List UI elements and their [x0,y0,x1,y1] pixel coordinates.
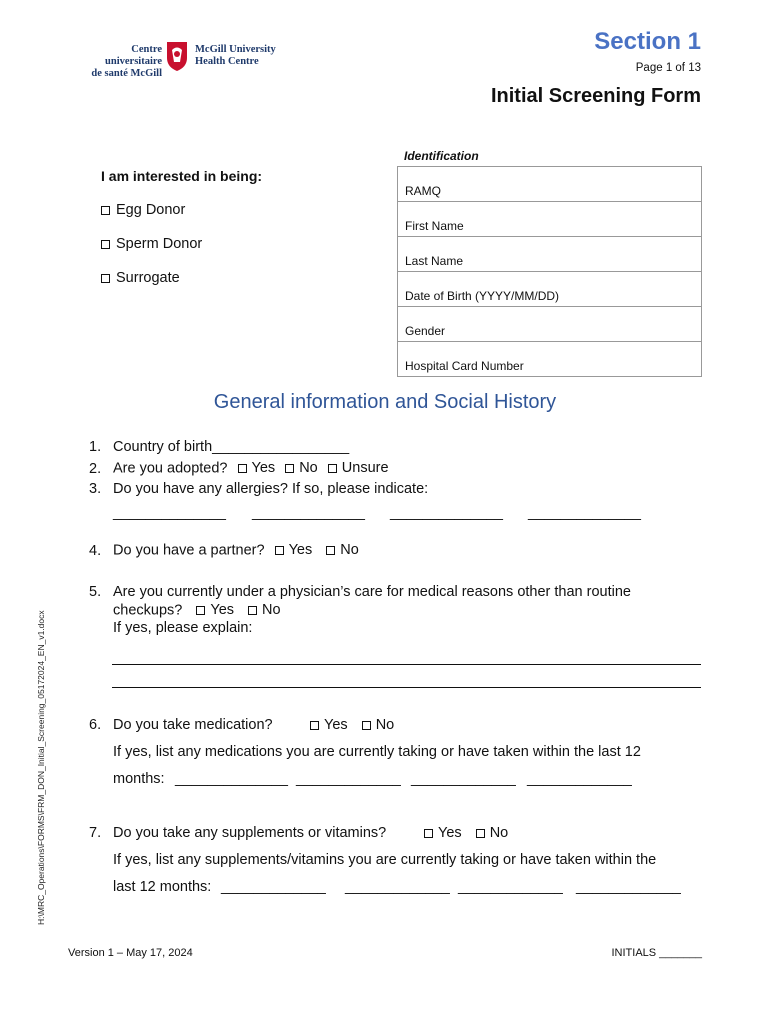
q3-blank-3[interactable]: ______________ [390,505,503,521]
option-surrogate[interactable]: Surrogate [101,270,180,286]
checkbox-icon[interactable] [101,240,110,249]
q7-yes[interactable]: Yes [418,823,462,843]
q2-unsure[interactable]: Unsure [322,458,389,478]
section-title: Section 1 [594,28,701,55]
initials-field[interactable]: INITIALS _______ [611,947,702,959]
q6-blank-2[interactable]: _____________ [296,771,401,787]
version-label: Version 1 – May 17, 2024 [68,947,193,959]
q6-no[interactable]: No [352,715,395,735]
question-6-line2: If yes, list any medications you are currently taking or have taken within the last 12 [113,744,641,760]
muhc-logo-icon [164,40,190,72]
checkbox-icon[interactable] [238,464,247,473]
option-sperm-donor[interactable]: Sperm Donor [101,236,202,252]
q4-no[interactable]: No [316,540,359,560]
q6-blank-4[interactable]: _____________ [527,771,632,787]
field-first-name[interactable]: First Name [398,202,702,237]
q6-options [304,715,394,736]
question-1[interactable]: 1. Country of birth_________________ [89,439,350,455]
q3-blank-1[interactable]: ______________ [113,505,226,521]
question-5-line3: If yes, please explain: [113,620,253,636]
question-7-line3: last 12 months: [113,879,212,895]
question-3: 3. Do you have any allergies? If so, please indicate: [89,481,429,497]
checkbox-icon[interactable] [310,721,319,730]
checkbox-icon[interactable] [248,606,257,615]
question-7: 7. Do you take any supplements or vitamins? [89,825,387,841]
q5-yes[interactable]: Yes [186,600,234,620]
checkbox-icon[interactable] [362,721,371,730]
q5-no[interactable]: No [238,600,281,620]
q6-yes[interactable]: Yes [304,715,348,735]
logo-french-name: Centre universitaire de santé McGill [91,44,162,79]
q6-blank-1[interactable]: ______________ [175,771,288,787]
field-last-name[interactable]: Last Name [398,237,702,272]
q7-options [418,823,508,844]
question-4: 4. Do you have a partner? Yes No [89,542,359,559]
checkbox-icon[interactable] [101,274,110,283]
q7-blank-4[interactable]: _____________ [576,879,681,895]
field-hospital-card[interactable]: Hospital Card Number [398,342,702,377]
question-5: 5. Are you currently under a physician’s care for medical reasons other than routine [89,584,631,600]
checkbox-icon[interactable] [328,464,337,473]
q2-yes[interactable]: Yes [232,458,276,478]
q5-explain-line-2[interactable] [112,687,701,688]
question-5-line2: checkups? Yes No [113,602,281,619]
document-path: H:\MRC_Operations\FORMS\FRM_DON_Initial_Screening_05172024_EN_v1.docx [36,610,46,925]
checkbox-icon[interactable] [476,829,485,838]
field-date-of-birth[interactable]: Date of Birth (YYYY/MM/DD) [398,272,702,307]
general-heading: General information and Social History [213,391,557,413]
checkbox-icon[interactable] [285,464,294,473]
checkbox-icon[interactable] [275,546,284,555]
q7-blank-1[interactable]: _____________ [221,879,326,895]
page-number: Page 1 of 13 [635,62,701,74]
q7-blank-3[interactable]: _____________ [458,879,563,895]
q3-blank-2[interactable]: ______________ [252,505,365,521]
q6-blank-3[interactable]: _____________ [411,771,516,787]
identification-title: Identification [404,149,479,163]
checkbox-icon[interactable] [424,829,433,838]
question-6-line3: months: [113,771,165,787]
q7-blank-2[interactable]: _____________ [345,879,450,895]
q4-yes[interactable]: Yes [269,540,313,560]
q3-blank-4[interactable]: ______________ [528,505,641,521]
q7-no[interactable]: No [466,823,509,843]
checkbox-icon[interactable] [326,546,335,555]
question-6: 6. Do you take medication? [89,717,273,733]
question-7-line2: If yes, list any supplements/vitamins you are currently taking or have taken within the [113,852,657,868]
identification-table [397,166,702,377]
option-egg-donor[interactable]: Egg Donor [101,202,185,218]
form-title: Initial Screening Form [490,85,701,107]
checkbox-icon[interactable] [101,206,110,215]
field-ramq[interactable]: RAMQ [398,167,702,202]
q2-no[interactable]: No [279,458,318,478]
q5-explain-line-1[interactable] [112,664,701,665]
field-gender[interactable]: Gender [398,307,702,342]
checkbox-icon[interactable] [196,606,205,615]
question-2: 2. Are you adopted? Yes No Unsure [89,460,389,477]
logo-english-name: McGill University Health Centre [195,44,276,67]
interest-heading: I am interested in being: [101,168,263,184]
